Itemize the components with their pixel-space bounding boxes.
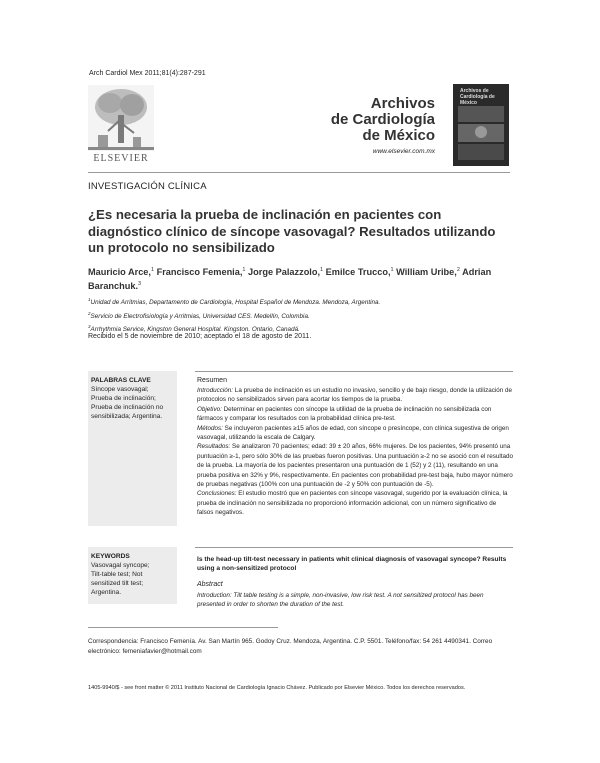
elsevier-tree-logo <box>88 85 154 161</box>
keyword-line: Vasovagal syncope; <box>91 562 150 569</box>
resumen-paragraph: Resultados: Se analizaron 70 pacientes; edad: 39 ± 20 años, 66% mujeres. De los pacientes, 94% presentó una puntuación ≥-1, pero sólo 30% de las pruebas fueron positivas. Una puntuación ≥-2 no se asoció con el resultado de la prueba. La mayoría de los pacientes presentaron una puntuación de 1 (52) y 2 (11), resultando en una prueba positiva en 32% y 9%, respectivamente. En pacientes con probabilidad pre-test baja, hubo mayor número de pruebas negativas (100% con una puntuación de -2 y 50% con puntuación de -5). <box>197 443 514 489</box>
resumen-divider <box>195 371 513 372</box>
author: William Uribe,$^2$ <box>396 267 460 278</box>
footnote-divider <box>88 627 278 628</box>
resumen-body <box>197 386 513 518</box>
resumen-paragraph: Métodos: Se incluyeron pacientes ≥15 años de edad, con síncope o presíncope, con clínica sugestiva de origen vasovagal, utilizando la escala de Calgary. <box>197 424 509 442</box>
journal-title-line-3: de México <box>362 127 435 144</box>
cover-title: Archivos de Cardiología de México <box>460 88 495 106</box>
elsevier-wordmark: ELSEVIER <box>93 153 149 164</box>
affiliation: $^2$Servicio de Electrofisiología y Arritmias, Universidad CES. Medellín, Colombia. <box>88 310 310 320</box>
author: Mauricio Arce,$^1$ <box>88 267 155 278</box>
correspondence-note: Correspondencia: Francisco Femenía. Av. San Martín 965. Godoy Cruz. Mendoza, Argentina. C.P. 5501. Teléfono/fax: 54 261 4490341. Correo electrónico: femeniafavier@hotmail.com <box>88 638 493 655</box>
keywords-en-heading: KEYWORDS <box>91 553 130 560</box>
english-title: Is the head-up tilt-test necessary in patients whit clinical diagnosis of vasovagal syncope? Results using a non-sensitized protocol <box>197 556 507 573</box>
author: Adrian Baranchuk.$^3$ <box>88 267 492 292</box>
keyword-line: Síncope vasovagal; <box>91 386 149 393</box>
author: Francisco Femenia,$^1$ <box>156 267 246 278</box>
resumen-paragraph: Introducción: La prueba de inclinación es un estudio no invasivo, sencillo y de bajo riesgo, donde la utilización de protocolos no sensibilizados sirven para acortar los tiempos de la prueba. <box>197 387 513 404</box>
keywords-es-heading: PALABRAS CLAVE <box>91 377 151 384</box>
author: Jorge Palazzolo,$^1$ <box>248 267 324 278</box>
received-dates: Recibido el 5 de noviembre de 2010; aceptado el 18 de agosto de 2011. <box>88 333 312 340</box>
keyword-line: Prueba de inclinación no <box>91 404 164 411</box>
author: Emilce Trucco,$^1$ <box>325 267 394 278</box>
affiliation: $^1$Unidad de Arritmias, Departamento de Cardiología, Hospital Español de Mendoza. Mendoza, Argentina. <box>88 297 381 307</box>
resumen-paragraph: Objetivo: Determinar en pacientes con síncope la utilidad de la prueba de inclinación no sensibilizada con fármacos y comparar los resultados con la probabilidad clínica pre-test. <box>197 405 492 423</box>
section-label: INVESTIGACIÓN CLÍNICA <box>88 181 207 192</box>
abstract-heading: Abstract <box>197 581 223 588</box>
article-title: ¿Es necesaria la prueba de inclinación en pacientes con diagnóstico clínico de síncope vasovagal? Resultados utilizando un protocolo no sensibilizado <box>88 207 496 255</box>
abstract-body: Introduction: Tilt table testing is a simple, non-invasive, low risk test. A not sensitized protocol has been presented in order to shorten the duration of the test. <box>197 592 484 609</box>
copyright-line: 1405-9940/$ - see front matter © 2011 Instituto Nacional de Cardiología Ignacio Chávez. Publicado por Elsevier México. Todos los derechos reservados. <box>88 685 466 691</box>
keyword-line: Argentina. <box>91 589 122 596</box>
keyword-line: sensitized tilt test; <box>91 580 144 587</box>
affiliation: $^3$Arrhythmia Service, Kingston General Hospital. Kingston. Ontario, Canadá. <box>88 324 300 334</box>
resumen-paragraph: Conclusiones: El estudio mostró que en pacientes con síncope vasovagal, sugerido por la evaluación clínica, la prueba de inclinación no sensibilizada no proporcionó información adicional, con un número significativo de falsos negativos. <box>197 490 508 517</box>
journal-title-line-1: Archivos <box>370 95 435 112</box>
author-list <box>88 264 513 292</box>
abstract-divider <box>195 547 513 548</box>
header-divider <box>88 172 510 173</box>
keywords-en <box>91 552 177 597</box>
affiliations <box>88 295 513 336</box>
keyword-line: sensibilizada; Argentina. <box>91 413 163 420</box>
resumen-heading: Resumen <box>197 377 227 384</box>
keyword-line: Tilt-table test; Not <box>91 571 143 578</box>
keywords-es <box>91 376 177 421</box>
journal-title <box>300 96 435 144</box>
journal-title-line-2: de Cardiología <box>330 111 435 128</box>
journal-url[interactable]: www.elsevier.com.mx <box>372 148 435 155</box>
citation: Arch Cardiol Mex 2011;81(4):287-291 <box>89 70 206 77</box>
keyword-line: Prueba de inclinación; <box>91 395 156 402</box>
